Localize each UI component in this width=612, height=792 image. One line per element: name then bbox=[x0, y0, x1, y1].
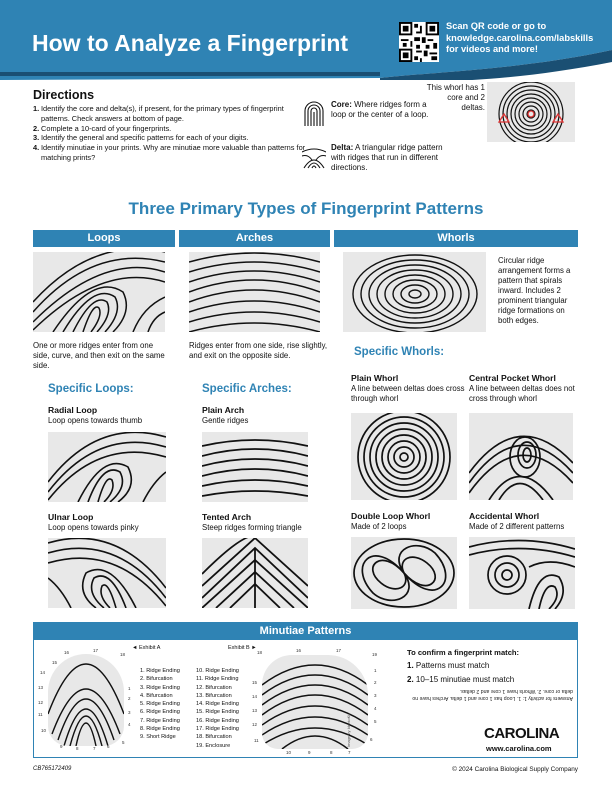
exhibit-b-label: 13 bbox=[252, 708, 258, 713]
whorl-note: This whorl has 1 core and 2 deltas. bbox=[426, 83, 485, 113]
double-loop-whorl-title: Double Loop Whorl bbox=[351, 511, 431, 521]
exhibit-a-label: 18 bbox=[120, 652, 126, 657]
exhibit-b-label: 19 bbox=[372, 652, 378, 657]
core-text: Where ridges form a loop or the center of a loop. bbox=[331, 100, 429, 120]
list-item: 17. Ridge Ending bbox=[196, 726, 239, 733]
list-item: 13. Bifurcation bbox=[196, 692, 232, 699]
item-number: 2. bbox=[407, 675, 414, 684]
item-number: 1. bbox=[407, 661, 414, 670]
item-number: 2. bbox=[33, 123, 40, 133]
plain-whorl-image bbox=[351, 413, 457, 500]
list-item: 16. Ridge Ending bbox=[196, 717, 239, 724]
whorl-print-image bbox=[343, 252, 486, 332]
copyright: © 2024 Carolina Biological Supply Company bbox=[452, 766, 578, 773]
exhibit-a-label: 3 bbox=[128, 710, 131, 715]
exhibit-b-label: 4 bbox=[374, 706, 377, 711]
radial-loop-image bbox=[48, 432, 166, 502]
exhibit-a-label: 5 bbox=[122, 740, 125, 745]
item-text: Identify minutiae in your prints. Why are minutiae more valuable than patterns for matching prints? bbox=[41, 143, 306, 162]
delta-definition bbox=[331, 143, 449, 174]
list-item: 12. Bifurcation bbox=[196, 684, 232, 691]
exhibit-a-label: 16 bbox=[64, 650, 70, 655]
exhibit-b-label: 16 bbox=[296, 648, 302, 653]
image-credit: Image by IdentoKit bbox=[346, 713, 351, 747]
plain-whorl-desc: A line between deltas does cross through whorl bbox=[351, 384, 465, 403]
plain-whorl-title: Plain Whorl bbox=[351, 373, 399, 383]
confirm-item bbox=[407, 675, 514, 684]
minutiae-header: Minutiae Patterns bbox=[33, 623, 578, 640]
directions-list bbox=[33, 104, 311, 163]
list-item: 6. Ridge Ending bbox=[140, 709, 180, 716]
exhibit-a-caption: ◄ Exhibit A bbox=[132, 645, 161, 651]
loop-print-image bbox=[33, 252, 165, 332]
exhibit-a-label: 1 bbox=[128, 686, 131, 691]
delta-term: Delta: bbox=[331, 143, 354, 152]
exhibit-b-label: 7 bbox=[348, 750, 351, 755]
list-item: 2. Bifurcation bbox=[140, 676, 173, 683]
exhibit-a-label: 11 bbox=[38, 712, 43, 717]
catalog-code: CB765172409 bbox=[33, 766, 72, 772]
exhibit-b-label: 5 bbox=[374, 719, 377, 724]
central-pocket-whorl-image bbox=[469, 413, 573, 500]
exhibit-a-label: 2 bbox=[128, 696, 131, 701]
directions-heading: Directions bbox=[33, 88, 95, 102]
loops-header: Loops bbox=[33, 230, 175, 247]
patterns-title: Three Primary Types of Fingerprint Patterns bbox=[128, 199, 484, 218]
list-item bbox=[33, 143, 311, 163]
exhibit-b-label: 2 bbox=[374, 680, 377, 685]
tented-arch-title: Tented Arch bbox=[202, 512, 252, 522]
exhibit-a-image bbox=[48, 654, 124, 746]
exhibit-a-label: 7 bbox=[93, 746, 96, 751]
exhibit-b-label: 8 bbox=[330, 750, 333, 755]
exhibit-b-label: 18 bbox=[257, 650, 263, 655]
central-pocket-whorl-title: Central Pocket Whorl bbox=[469, 373, 556, 383]
ulnar-loop-title: Ulnar Loop bbox=[48, 512, 94, 522]
accidental-whorl-desc: Made of 2 different patterns bbox=[469, 522, 565, 531]
confirm-item bbox=[407, 661, 489, 670]
exhibit-a-label: 17 bbox=[93, 648, 99, 653]
exhibit-b-label: 11 bbox=[254, 738, 259, 743]
accidental-whorl-title: Accidental Whorl bbox=[469, 511, 540, 521]
list-item bbox=[33, 104, 311, 124]
list-item: 9. Short Ridge bbox=[140, 734, 176, 741]
arch-print-image bbox=[189, 252, 320, 332]
ulnar-loop-desc: Loop opens towards pinky bbox=[48, 523, 139, 532]
list-item: 14. Ridge Ending bbox=[196, 701, 239, 708]
accidental-whorl-image bbox=[469, 537, 575, 609]
delta-text: A triangular ridge pattern with ridges that run in different directions. bbox=[331, 143, 443, 173]
tented-arch-image bbox=[202, 538, 308, 608]
exhibit-b-label: 12 bbox=[252, 722, 258, 727]
item-text: Identify the general and specific patterns for each of your digits. bbox=[41, 133, 249, 143]
list-item: 18. Bifurcation bbox=[196, 734, 232, 741]
item-number: 3. bbox=[33, 133, 40, 143]
item-text: Identify the core and delta(s), if present, for the primary types of fingerprint patterns. Check answers at bottom of page. bbox=[41, 104, 284, 123]
specific-whorls-heading: Specific Whorls: bbox=[354, 346, 445, 358]
specific-loops-heading: Specific Loops: bbox=[48, 383, 134, 395]
whorls-description: Circular ridge arrangement forms a pattern that spirals inward. Includes 2 prominent triangular ridge formations on both edges. bbox=[498, 256, 571, 325]
minutiae-list-b bbox=[196, 667, 239, 750]
loops-description: One or more ridges enter from one side, curve, and then exit on the same side. bbox=[33, 341, 165, 370]
item-text: Patterns must match bbox=[415, 661, 490, 670]
exhibit-a-label: 14 bbox=[40, 670, 46, 675]
page-title: How to Analyze a Fingerprint bbox=[32, 30, 349, 56]
list-item: 3. Ridge Ending bbox=[140, 684, 180, 691]
plain-arch-desc: Gentle ridges bbox=[202, 416, 249, 425]
specific-arches-heading: Specific Arches: bbox=[202, 383, 292, 395]
carolina-logo: CAROLINA bbox=[484, 725, 560, 742]
core-term: Core: bbox=[331, 100, 352, 109]
exhibit-b-label: 15 bbox=[252, 680, 258, 685]
exhibit-b-label: 1 bbox=[374, 668, 377, 673]
exhibit-b-label: 14 bbox=[252, 694, 258, 699]
arches-header: Arches bbox=[179, 230, 330, 247]
exhibit-b-caption: Exhibit B ► bbox=[228, 645, 257, 651]
minutiae-list-a bbox=[140, 667, 180, 742]
whorls-header: Whorls bbox=[334, 230, 578, 247]
qr-instructions: Scan QR code or go to knowledge.carolina.com/labskills for videos and more! bbox=[446, 21, 594, 54]
list-item: 10. Ridge Ending bbox=[196, 668, 239, 674]
plain-arch-title: Plain Arch bbox=[202, 405, 245, 415]
list-item: 5. Ridge Ending bbox=[140, 701, 180, 708]
exhibit-a-label: 10 bbox=[41, 728, 47, 733]
exhibit-b-image bbox=[262, 655, 368, 749]
item-number: 4. bbox=[33, 143, 40, 153]
exhibit-b-label: 9 bbox=[308, 750, 311, 755]
list-item: 7. Ridge Ending bbox=[140, 717, 180, 724]
exhibit-a-label: 12 bbox=[38, 700, 44, 705]
item-number: 1. bbox=[33, 104, 40, 113]
double-loop-whorl-image bbox=[351, 537, 457, 609]
delta-triangle-icon bbox=[302, 142, 326, 170]
qr-code-icon[interactable] bbox=[399, 22, 439, 62]
central-pocket-whorl-desc: A line between deltas does not cross through whorl bbox=[469, 384, 575, 403]
radial-loop-title: Radial Loop bbox=[48, 405, 98, 415]
plain-arch-image bbox=[202, 432, 308, 502]
list-item: 15. Ridge Ending bbox=[196, 709, 239, 716]
list-item: 1. Ridge Ending bbox=[140, 668, 180, 674]
list-item: 4. Bifurcation bbox=[140, 692, 173, 699]
exhibit-a-label: 13 bbox=[38, 685, 44, 690]
exhibit-b-label: 17 bbox=[336, 648, 342, 653]
exhibit-b-label: 3 bbox=[374, 693, 377, 698]
confirm-heading: To confirm a fingerprint match: bbox=[407, 648, 520, 657]
list-item bbox=[33, 124, 311, 134]
answers-upside-down: Answers for activity 1: 1. Loop has 1 core and 1 delta. Arches have no delta or core. 2. Whorls have 1 core and 2 deltas. bbox=[412, 688, 573, 702]
tented-arch-desc: Steep ridges forming triangle bbox=[202, 523, 302, 532]
arches-description: Ridges enter from one side, rise slightly, and exit on the opposite side. bbox=[189, 341, 328, 360]
ulnar-loop-image bbox=[48, 538, 166, 608]
carolina-url[interactable]: www.carolina.com bbox=[486, 744, 552, 753]
list-item: 19. Enclosure bbox=[196, 742, 231, 749]
item-text: 10–15 minutiae must match bbox=[415, 675, 515, 684]
exhibit-a-label: 9 bbox=[60, 744, 63, 749]
list-item bbox=[33, 133, 311, 143]
list-item: 11. Ridge Ending bbox=[196, 676, 239, 683]
exhibit-a-label: 6 bbox=[107, 744, 110, 749]
double-loop-whorl-desc: Made of 2 loops bbox=[351, 522, 407, 531]
exhibit-a-label: 4 bbox=[128, 722, 131, 727]
item-text: Complete a 10-card of your fingerprints. bbox=[41, 123, 172, 133]
whorl-example-image bbox=[487, 82, 575, 142]
exhibit-a-label: 8 bbox=[76, 746, 79, 751]
radial-loop-desc: Loop opens towards thumb bbox=[48, 416, 143, 425]
exhibit-b-label: 6 bbox=[370, 737, 373, 742]
list-item: 8. Ridge Ending bbox=[140, 726, 180, 733]
core-loop-icon bbox=[302, 98, 326, 128]
exhibit-b-label: 10 bbox=[286, 750, 292, 755]
exhibit-a-label: 15 bbox=[52, 660, 58, 665]
